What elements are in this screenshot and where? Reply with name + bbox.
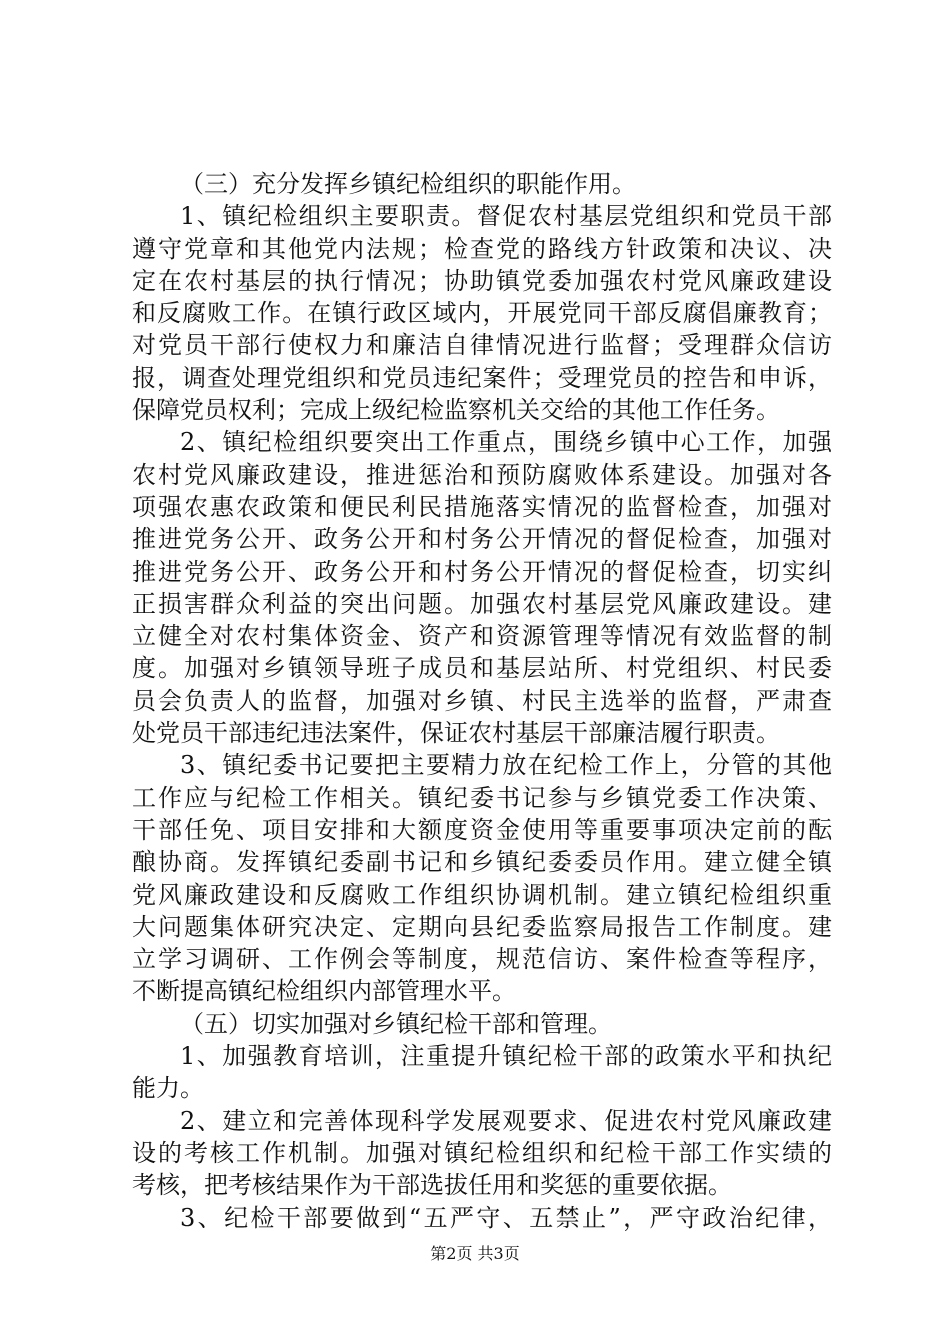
text-line: 2、镇纪检组织要突出工作重点，围绕乡镇中心工作，加强 — [180, 428, 832, 457]
text-line: 工作应与纪检工作相关。镇纪委书记参与乡镇党委工作决策、 — [132, 783, 832, 812]
text-line: 对党员干部行使权力和廉洁自律情况进行监督；受理群众信访 — [132, 331, 832, 360]
text-line: 农村党风廉政建设，推进惩治和预防腐败体系建设。加强对各 — [132, 460, 832, 489]
text-line: 2、建立和完善体现科学发展观要求、促进农村党风廉政建 — [180, 1106, 832, 1135]
text-line: 遵守党章和其他党内法规；检查党的路线方针政策和决议、决 — [132, 234, 832, 263]
text-line: 大问题集体研究决定、定期向县纪委监察局报告工作制度。建 — [132, 912, 832, 941]
page-footer: 第2页 共3页 — [430, 1244, 520, 1263]
text-line: 3、镇纪委书记要把主要精力放在纪检工作上，分管的其他 — [180, 751, 832, 780]
text-line: （三）充分发挥乡镇纪检组织的职能作用。 — [180, 170, 636, 198]
text-line: 干部任免、项目安排和大额度资金使用等重要事项决定前的酝 — [132, 815, 832, 844]
text-line: 考核，把考核结果作为干部选拔任用和奖惩的重要依据。 — [132, 1171, 732, 1200]
text-line: 3、纪检干部要做到“五严守、五禁止”，严守政治纪律， — [180, 1203, 832, 1232]
text-line: 设的考核工作机制。加强对镇纪检组织和纪检干部工作实绩的 — [132, 1138, 832, 1167]
text-line: 推进党务公开、政务公开和村务公开情况的督促检查，切实纠 — [132, 557, 832, 586]
text-line: 立学习调研、工作例会等制度，规范信访、案件检查等程序， — [132, 945, 832, 974]
text-line: 员会负责人的监督，加强对乡镇、村民主选举的监督，严肃查 — [132, 686, 832, 715]
document-body — [132, 168, 832, 1234]
text-line: 正损害群众利益的突出问题。加强农村基层党风廉政建设。建 — [132, 589, 832, 618]
text-line: 处党员干部违纪违法案件，保证农村基层干部廉洁履行职责。 — [132, 719, 780, 748]
text-line: 酿协商。发挥镇纪委副书记和乡镇纪委委员作用。建立健全镇 — [132, 848, 832, 877]
text-line: 项强农惠农政策和便民利民措施落实情况的监督检查，加强对 — [132, 492, 832, 521]
text-line: 定在农村基层的执行情况；协助镇党委加强农村党风廉政建设 — [132, 266, 832, 295]
text-line: 不断提高镇纪检组织内部管理水平。 — [132, 977, 516, 1006]
text-line: 推进党务公开、政务公开和村务公开情况的督促检查，加强对 — [132, 525, 832, 554]
text-line: 报，调查处理党组织和党员违纪案件；受理党员的控告和申诉， — [132, 363, 832, 392]
text-line: 度。加强对乡镇领导班子成员和基层站所、村党组织、村民委 — [132, 654, 832, 683]
text-line: 和反腐败工作。在镇行政区域内，开展党同干部反腐倡廉教育； — [132, 299, 832, 328]
text-line: 立健全对农村集体资金、资产和资源管理等情况有效监督的制 — [132, 622, 832, 651]
text-line: 能力。 — [132, 1074, 204, 1103]
text-line: 1、镇纪检组织主要职责。督促农村基层党组织和党员干部 — [180, 202, 832, 231]
text-line: 1、加强教育培训，注重提升镇纪检干部的政策水平和执纪 — [180, 1042, 832, 1071]
text-line: 保障党员权利；完成上级纪检监察机关交给的其他工作任务。 — [132, 396, 780, 425]
text-line: （五）切实加强对乡镇纪检干部和管理。 — [180, 1009, 612, 1038]
text-line: 党风廉政建设和反腐败工作组织协调机制。建立镇纪检组织重 — [132, 880, 832, 909]
